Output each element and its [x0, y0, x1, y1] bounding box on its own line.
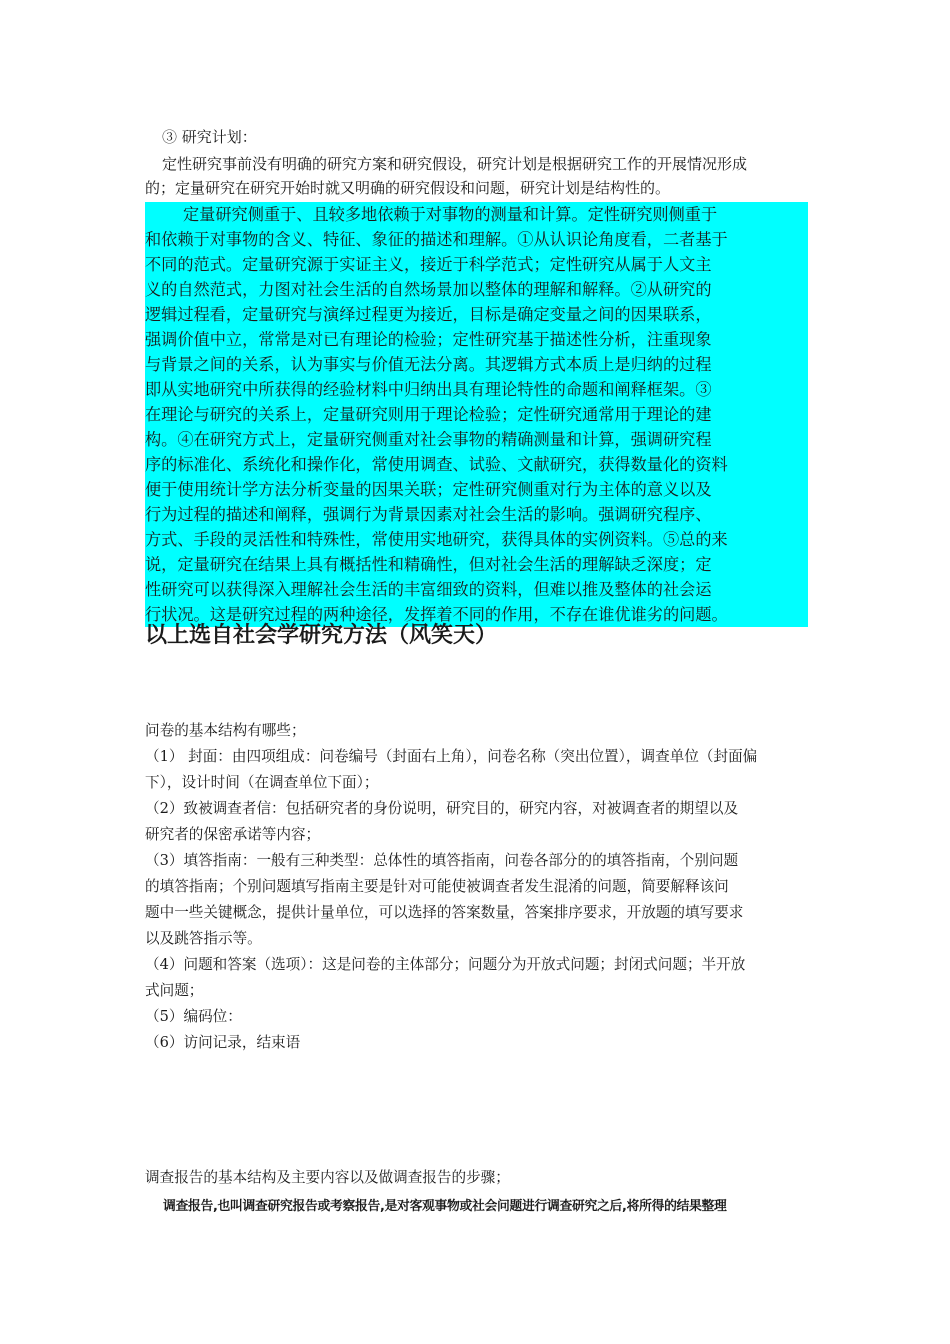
highlighted-line: 性研究可以获得深入理解社会生活的丰富细致的资料，但难以推及整体的社会运	[145, 577, 808, 602]
questionnaire-line: 的填答指南；个别问题填写指南主要是针对可能使被调查者发生混淆的问题，简要解释该问	[145, 878, 729, 895]
highlighted-line: 义的自然范式，力图对社会生活的自然场景加以整体的理解和解释。②从研究的	[145, 277, 808, 302]
questionnaire-line: 下），设计时间（在调查单位下面）；	[145, 774, 379, 791]
questionnaire-line: （1） 封面：由四项组成：问卷编号（封面右上角），问卷名称（突出位置），调查单位（封面偏	[145, 748, 758, 765]
questionnaire-line: 式问题；	[145, 982, 204, 999]
questionnaire-heading: 问卷的基本结构有哪些；	[145, 722, 306, 739]
highlighted-line: 构。④在研究方式上，定量研究侧重对社会事物的精确测量和计算，强调研究程	[145, 427, 808, 452]
questionnaire-line: 题中一些关键概念，提供计量单位，可以选择的答案数量，答案排序要求，开放题的填写要求	[145, 904, 744, 921]
highlighted-line: 说，定量研究在结果上具有概括性和精确性，但对社会生活的理解缺乏深度；定	[145, 552, 808, 577]
questionnaire-line: （6）访问记录，结束语	[145, 1034, 301, 1051]
highlighted-line: 行为过程的描述和阐释，强调行为背景因素对社会生活的影响。强调研究程序、	[145, 502, 808, 527]
highlighted-paragraph	[145, 202, 808, 627]
highlighted-line: 强调价值中立，常常是对已有理论的检验；定性研究基于描述性分析，注重现象	[145, 327, 808, 352]
questionnaire-line: （3）填答指南：一般有三种类型：总体性的填答指南，问卷各部分的的填答指南，个别问题	[145, 852, 739, 869]
highlighted-line: 和依赖于对事物的含义、特征、象征的描述和理解。①从认识论角度看，二者基于	[145, 227, 808, 252]
report-heading: 调查报告的基本结构及主要内容以及做调查报告的步骤；	[145, 1169, 510, 1186]
questionnaire-line: 以及跳答指示等。	[145, 930, 262, 947]
highlighted-line: 即从实地研究中所获得的经验材料中归纳出具有理论特性的命题和阐释框架。③	[145, 377, 808, 402]
questionnaire-line: （5）编码位：	[145, 1008, 242, 1025]
highlighted-line: 行状况。这是研究过程的两种途径，发挥着不同的作用，不存在谁优谁劣的问题。	[145, 602, 808, 627]
report-paragraph: 调查报告,也叫调查研究报告或考察报告,是对客观事物或社会问题进行调查研究之后,将所得的结果整理	[163, 1199, 727, 1214]
source-title: 以上选自社会学研究方法（风笑天）	[145, 623, 498, 648]
highlighted-line: 方式、手段的灵活性和特殊性，常使用实地研究，获得具体的实例资料。⑤总的来	[145, 527, 808, 552]
highlighted-line: 逻辑过程看，定量研究与演绎过程更为接近，目标是确定变量之间的因果联系，	[145, 302, 808, 327]
research-plan-heading: ③ 研究计划：	[162, 128, 257, 146]
research-plan-text-line: 定性研究事前没有明确的研究方案和研究假设，研究计划是根据研究工作的开展情况形成	[162, 155, 748, 173]
highlighted-line: 不同的范式。定量研究源于实证主义，接近于科学范式；定性研究从属于人文主	[145, 252, 808, 277]
highlighted-line: 便于使用统计学方法分析变量的因果关联；定性研究侧重对行为主体的意义以及	[145, 477, 808, 502]
highlighted-line: 与背景之间的关系，认为事实与价值无法分离。其逻辑方式本质上是归纳的过程	[145, 352, 808, 377]
questionnaire-section	[145, 718, 813, 1056]
questionnaire-line: （4）问题和答案（选项）：这是问卷的主体部分；问题分为开放式问题；封闭式问题；半开放	[145, 956, 746, 973]
highlighted-line: 序的标准化、系统化和操作化，常使用调查、试验、文献研究，获得数量化的资料	[145, 452, 808, 477]
questionnaire-line: （2）致被调查者信：包括研究者的身份说明，研究目的，研究内容，对被调查者的期望以及	[145, 800, 739, 817]
highlighted-line: 定量研究侧重于、且较多地依赖于对事物的测量和计算。定性研究则侧重于	[145, 202, 808, 227]
questionnaire-line: 研究者的保密承诺等内容；	[145, 826, 321, 843]
highlighted-line: 在理论与研究的关系上，定量研究则用于理论检验；定性研究通常用于理论的建	[145, 402, 808, 427]
research-plan-text-line: 的；定量研究在研究开始时就又明确的研究假设和问题，研究计划是结构性的。	[145, 179, 671, 197]
